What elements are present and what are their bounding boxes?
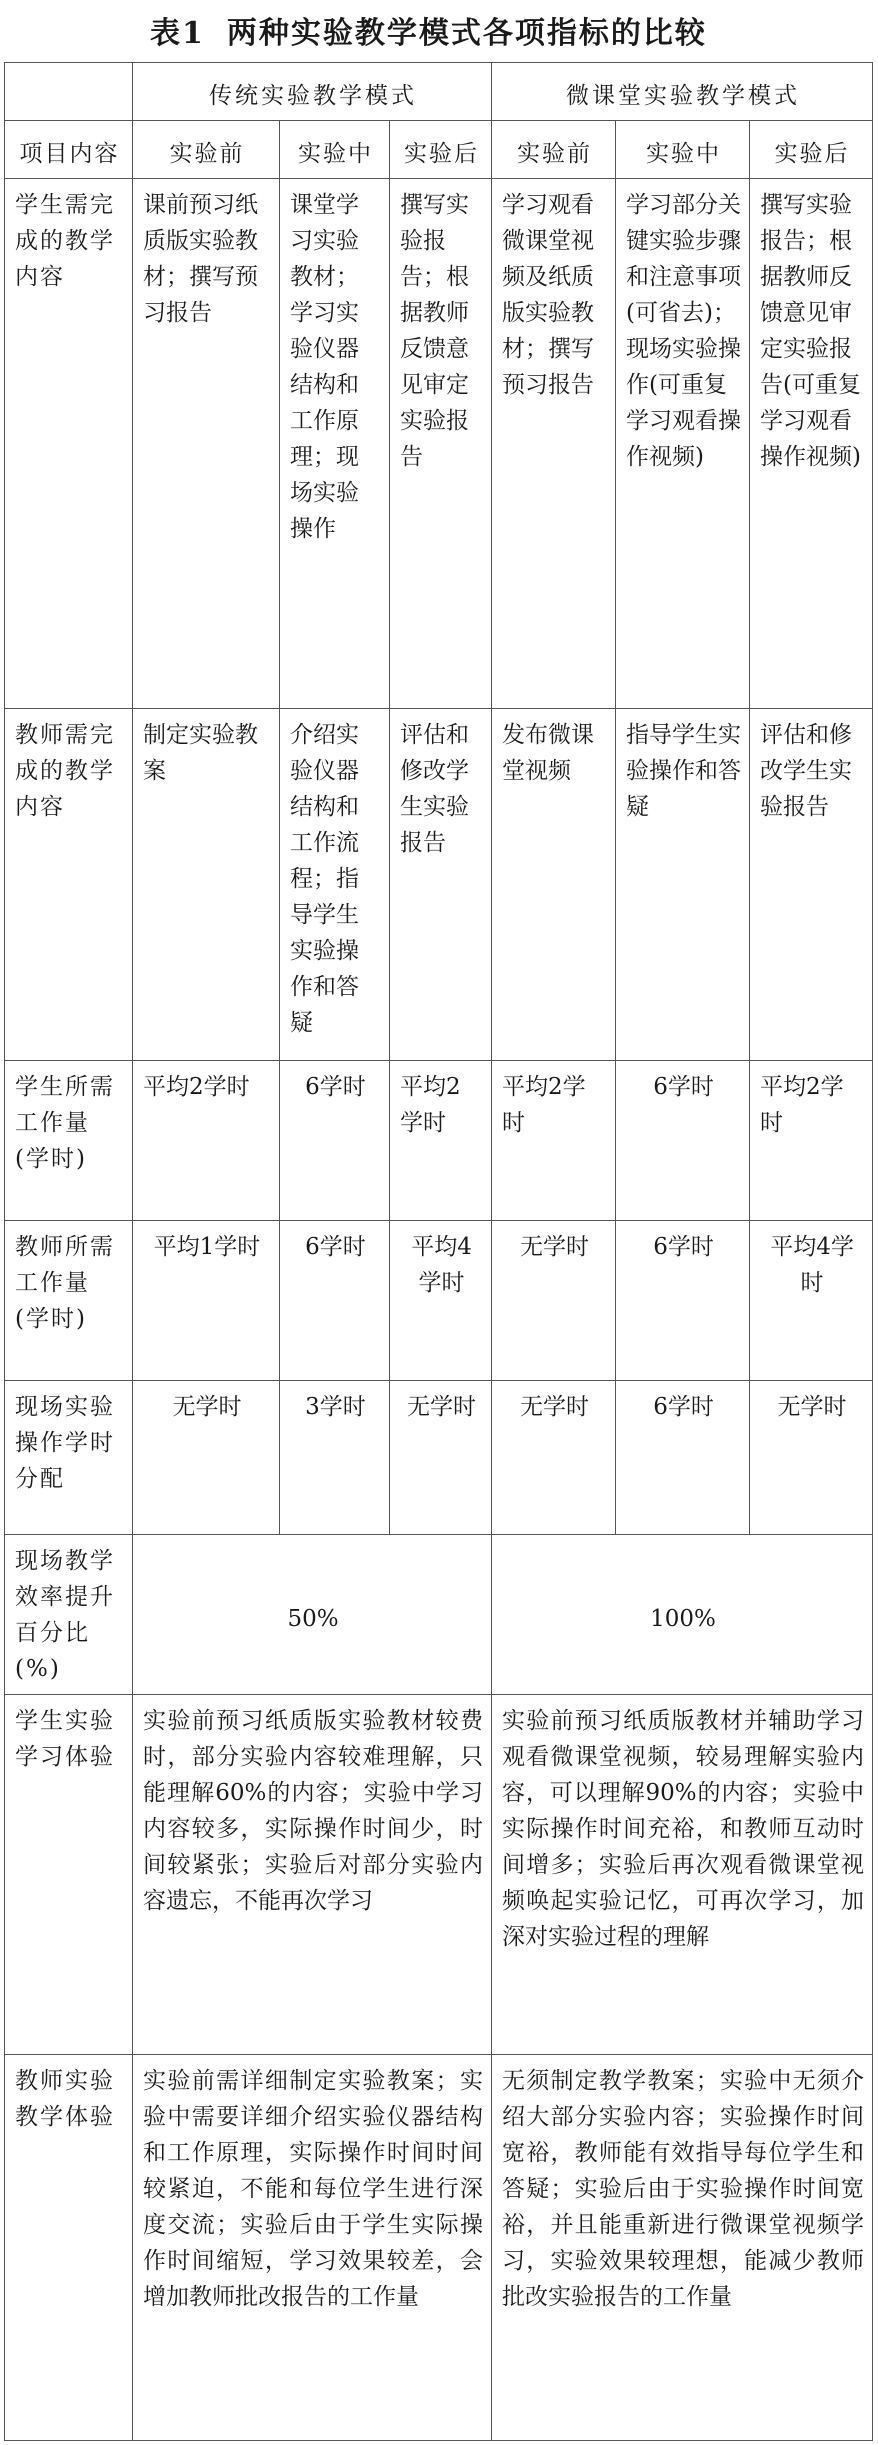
table-row [5, 179, 873, 709]
student-experience-row [5, 1695, 873, 2055]
header-phase-after: 实验后 [750, 121, 873, 179]
row-label: 现场实验操作学时分配 [5, 1381, 133, 1535]
header-phase-after: 实验后 [390, 121, 492, 179]
header-item: 项目内容 [5, 121, 133, 179]
table-cell: 6学时 [280, 1061, 390, 1221]
row-label: 现场教学效率提升百分比(%) [5, 1535, 133, 1695]
table-number: 表1 [150, 16, 205, 51]
table-cell: 学习观看微课堂视频及纸质版实验教材；撰写预习报告 [492, 179, 616, 709]
header-phase-during: 实验中 [280, 121, 390, 179]
row-label: 学生所需工作量(学时) [5, 1061, 133, 1221]
header-traditional-mode: 传统实验教学模式 [133, 63, 492, 121]
row-label: 教师实验教学体验 [5, 2055, 133, 2441]
header-phase-before: 实验前 [492, 121, 616, 179]
table-title: 两种实验教学模式各项指标的比较 [226, 16, 707, 51]
comparison-table [4, 62, 873, 2441]
table-cell: 6学时 [280, 1221, 390, 1381]
table-row [5, 709, 873, 1061]
header-phase-during: 实验中 [616, 121, 750, 179]
header-phase-before: 实验前 [133, 121, 280, 179]
table-cell: 平均4学时 [750, 1221, 873, 1381]
table-cell: 平均2学时 [492, 1061, 616, 1221]
table-cell: 课前预习纸质版实验教材；撰写预习报告 [133, 179, 280, 709]
row-label: 教师需完成的教学内容 [5, 709, 133, 1061]
table-caption [150, 8, 707, 52]
table-cell: 指导学生实验操作和答疑 [616, 709, 750, 1061]
table-cell: 课堂学习实验教材；学习实验仪器结构和工作原理；现场实验操作 [280, 179, 390, 709]
table-cell: 评估和修改学生实验报告 [750, 709, 873, 1061]
efficiency-microlecture: 100% [492, 1535, 873, 1695]
blank-header-cell [5, 63, 133, 121]
table-cell: 3学时 [280, 1381, 390, 1535]
table-cell: 无学时 [390, 1381, 492, 1535]
table-cell: 平均4学时 [390, 1221, 492, 1381]
table-cell: 撰写实验报告；根据教师反馈意见审定实验报告 [390, 179, 492, 709]
student-experience-microlecture: 实验前预习纸质版教材并辅助学习观看微课堂视频，较易理解实验内容，可以理解90%的内容；实验中实际操作时间充裕，和教师互动时间增多；实验后再次观看微课堂视频唤起实验记忆，可再次学习，加深对实验过程的理解 [492, 1695, 873, 2055]
header-microlecture-mode: 微课堂实验教学模式 [492, 63, 873, 121]
table-cell: 撰写实验报告；根据教师反馈意见审定实验报告(可重复学习观看操作视频) [750, 179, 873, 709]
teacher-experience-microlecture: 无须制定教学教案；实验中无须介绍大部分实验内容；实验操作时间宽裕，教师能有效指导每位学生和答疑；实验后由于实验操作时间宽裕，并且能重新进行微课堂视频学习，实验效果较理想，能减少教师批改实验报告的工作量 [492, 2055, 873, 2441]
table-cell: 平均2学时 [750, 1061, 873, 1221]
row-label: 学生实验学习体验 [5, 1695, 133, 2055]
table-row [5, 1381, 873, 1535]
teacher-experience-traditional: 实验前需详细制定实验教案；实验中需要详细介绍实验仪器结构和工作原理，实际操作时间时间较紧迫，不能和每位学生进行深度交流；实验后由于学生实际操作时间缩短，学习效果较差，会增加教师批改报告的工作量 [133, 2055, 492, 2441]
table-cell: 学习部分关键实验步骤和注意事项(可省去)；现场实验操作(可重复学习观看操作视频) [616, 179, 750, 709]
table-cell: 平均2学时 [133, 1061, 280, 1221]
table-cell: 无学时 [492, 1381, 616, 1535]
header-row-mode [5, 63, 873, 121]
efficiency-traditional: 50% [133, 1535, 492, 1695]
efficiency-row [5, 1535, 873, 1695]
teacher-experience-row [5, 2055, 873, 2441]
table-cell: 平均2学时 [390, 1061, 492, 1221]
table-row [5, 1061, 873, 1221]
table-cell: 6学时 [616, 1381, 750, 1535]
table-row [5, 1221, 873, 1381]
table-cell: 无学时 [750, 1381, 873, 1535]
table-cell: 制定实验教案 [133, 709, 280, 1061]
row-label: 学生需完成的教学内容 [5, 179, 133, 709]
table-cell: 介绍实验仪器结构和工作流程；指导学生实验操作和答疑 [280, 709, 390, 1061]
table-cell: 发布微课堂视频 [492, 709, 616, 1061]
table-cell: 无学时 [133, 1381, 280, 1535]
header-row-phase [5, 121, 873, 179]
table-cell: 6学时 [616, 1221, 750, 1381]
table-cell: 无学时 [492, 1221, 616, 1381]
table-cell: 6学时 [616, 1061, 750, 1221]
row-label: 教师所需工作量(学时) [5, 1221, 133, 1381]
table-cell: 平均1学时 [133, 1221, 280, 1381]
table-cell: 评估和修改学生实验报告 [390, 709, 492, 1061]
student-experience-traditional: 实验前预习纸质版实验教材较费时，部分实验内容较难理解，只能理解60%的内容；实验中学习内容较多，实际操作时间少，时间较紧张；实验后对部分实验内容遗忘，不能再次学习 [133, 1695, 492, 2055]
